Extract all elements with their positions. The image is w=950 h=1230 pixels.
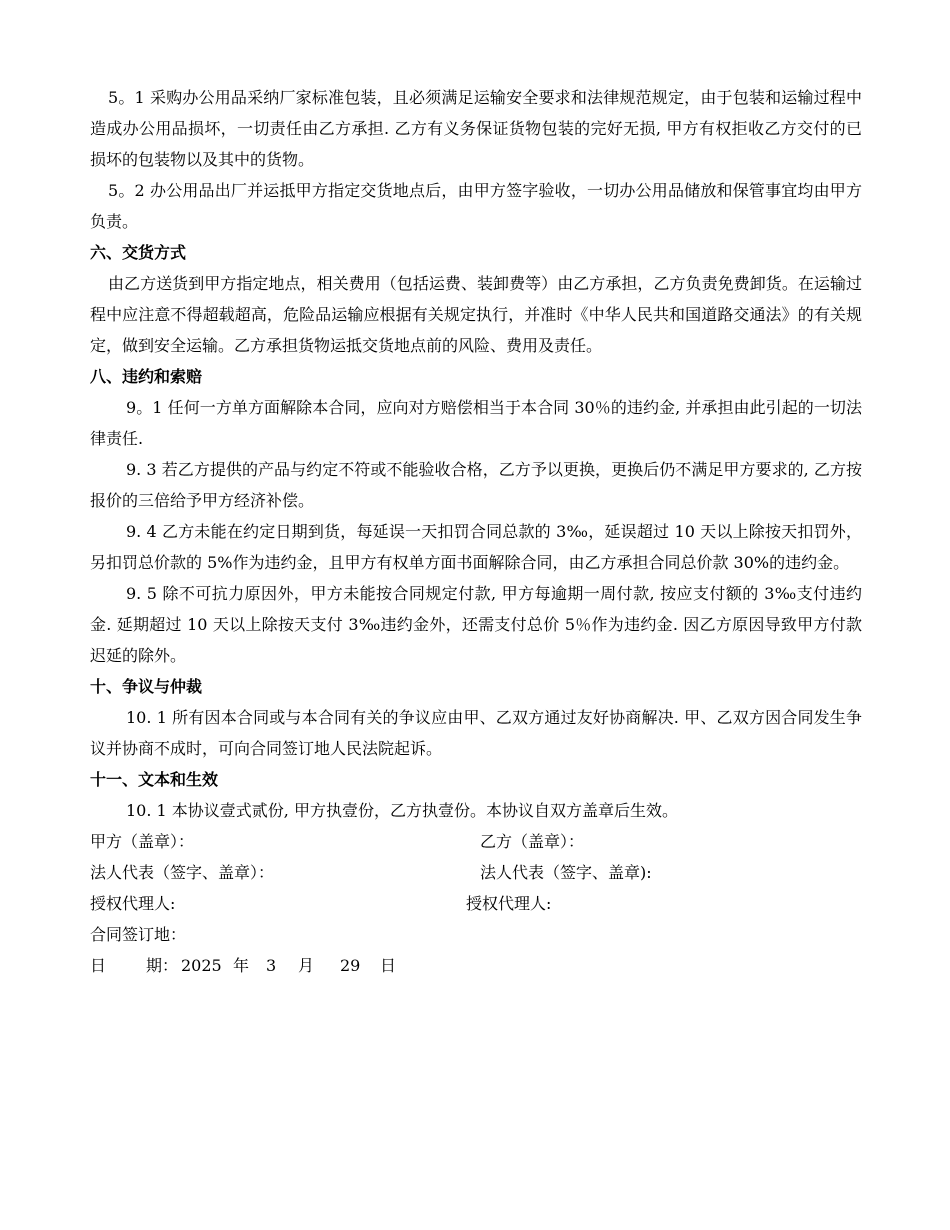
date-month-unit: 月 (298, 956, 315, 975)
date-day-unit: 日 (380, 956, 397, 975)
signature-rep-row (90, 857, 862, 888)
party-a-agent-label: 授权代理人: (90, 894, 176, 913)
clause-9-5: 9. 5 除不可抗力原因外，甲方未能按合同规定付款, 甲方每逾期一周付款, 按应支付额的 3‰支付违约金. 延期超过 10 天以上除按天支付 3‰违约金外，还需支付总价 5％作为违约金. 因乙方原因导致甲方付款迟延的除外。 (90, 584, 862, 665)
date-day: 29 (340, 956, 361, 975)
section-heading-dispute: 十、争议与仲裁 (90, 677, 203, 696)
signing-place-label: 合同签订地： (90, 925, 187, 944)
date-label-first: 日 (90, 956, 107, 975)
clause-9-4: 9. 4 乙方未能在约定日期到货，每延误一天扣罚合同总款的 3‰，延误超过 10 天以上除按天扣罚外，另扣罚总价款的 5%作为违约金，且甲方有权单方面书面解除合同，由乙方承担合同总价款 30%的违约金。 (90, 522, 862, 572)
party-a-seal-label: 甲方（盖章）： (90, 832, 195, 851)
signature-agent-row (90, 888, 862, 919)
date-year-unit: 年 (233, 956, 250, 975)
clause-9-1: 9。1 任何一方单方面解除本合同，应向对方赔偿相当于本合同 30％的违约金, 并承担由此引起的一切法律责任. (90, 398, 862, 448)
section-heading-effect: 十一、文本和生效 (90, 770, 219, 789)
date-month: 3 (266, 956, 277, 975)
clause-11-1: 10. 1 本协议壹式贰份, 甲方执壹份，乙方执壹份。本协议自双方盖章后生效。 (126, 801, 678, 820)
section-heading-breach: 八、违约和索赔 (90, 367, 203, 386)
clause-5-2: 5。2 办公用品出厂并运抵甲方指定交货地点后，由甲方签字验收，一切办公用品储放和保管事宜均由甲方负责。 (90, 181, 862, 231)
signing-place-row (90, 919, 862, 950)
clause-9-3: 9. 3 若乙方提供的产品与约定不符或不能验收合格，乙方予以更换，更换后仍不满足甲方要求的, 乙方按报价的三倍给予甲方经济补偿。 (90, 460, 862, 510)
party-b-seal-label: 乙方（盖章）： (480, 832, 585, 851)
party-a-rep-label: 法人代表（签字、盖章）： (90, 863, 275, 882)
clause-5-1: 5。1 采购办公用品采纳厂家标准包装，且必须满足运输安全要求和法律规范规定，由于包装和运输过程中造成办公用品损坏，一切责任由乙方承担. 乙方有义务保证货物包装的完好无损, 甲方有权拒收乙方交付的已损坏的包装物以及其中的货物。 (90, 88, 862, 169)
party-b-rep-label: 法人代表（签字、盖章): (480, 863, 652, 882)
clause-6: 由乙方送货到甲方指定地点，相关费用（包括运费、装卸费等）由乙方承担，乙方负责免费卸货。在运输过程中应注意不得超载超高，危险品运输应根据有关规定执行，并准时《中华人民共和国道路交通法》的有关规定，做到安全运输。乙方承担货物运抵交货地点前的风险、费用及责任。 (90, 274, 862, 355)
section-heading-delivery: 六、交货方式 (90, 243, 187, 262)
date-year: 2025 (181, 956, 222, 975)
date-label-second: 期： (146, 956, 179, 975)
signature-seal-row (90, 826, 862, 857)
party-b-agent-label: 授权代理人: (466, 894, 552, 913)
clause-10-1: 10. 1 所有因本合同或与本合同有关的争议应由甲、乙双方通过友好协商解决. 甲、乙双方因合同发生争议并协商不成时，可向合同签订地人民法院起诉。 (90, 708, 862, 758)
signing-date-row (90, 950, 862, 981)
